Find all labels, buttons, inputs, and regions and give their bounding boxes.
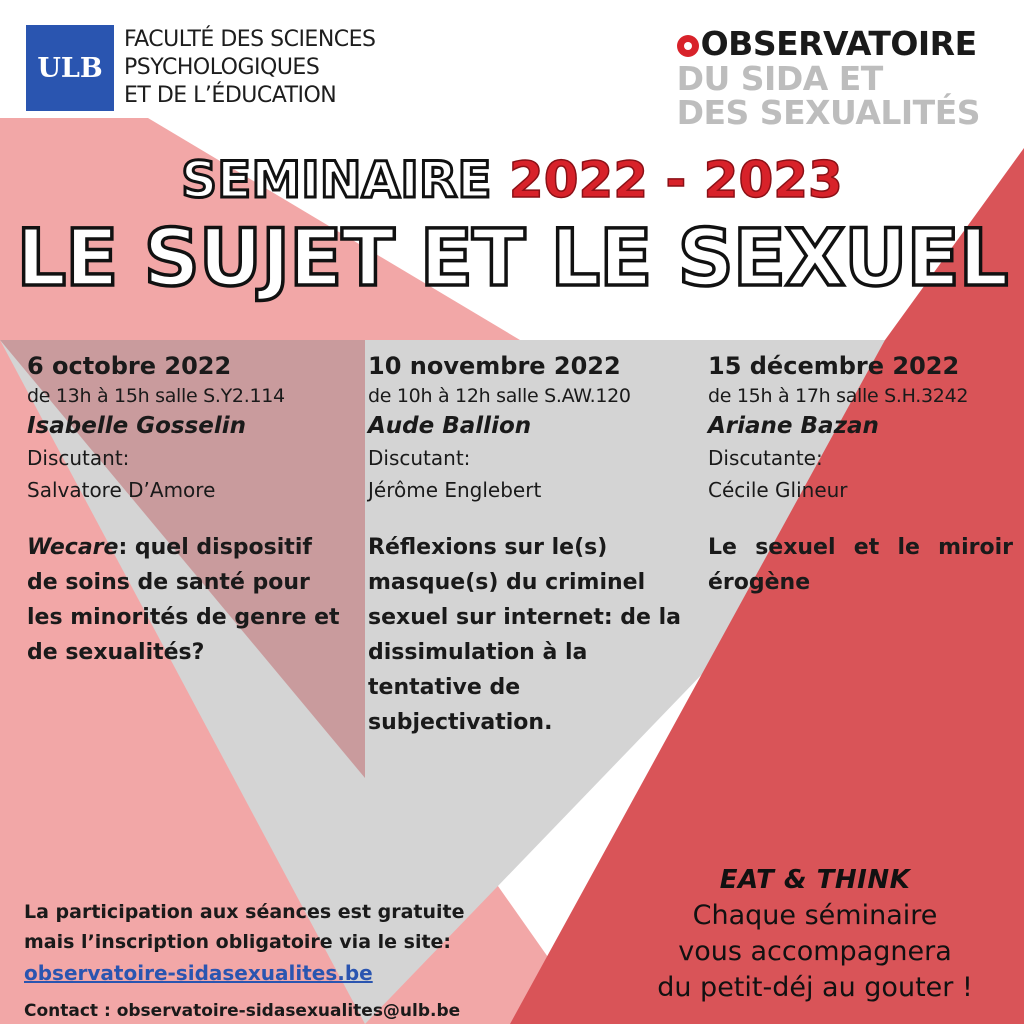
session-date: 15 décembre 2022: [708, 352, 960, 380]
eat-think-line: Chaque séminaire: [692, 900, 938, 931]
session-speaker: Isabelle Gosselin: [27, 413, 247, 439]
session-topic-italic: Wecare: [27, 535, 119, 560]
session-topic-text: : quel dispositif de soins de santé pour les minorités de genre et de sexualités?: [27, 535, 340, 665]
seminar-label: SEMINAIRE: [181, 151, 492, 209]
registration-line: La participation aux séances est gratuite: [24, 901, 465, 923]
session-speaker: Ariane Bazan: [708, 413, 879, 439]
eat-think-line: vous accompagnera: [678, 936, 952, 967]
registration-info: [24, 897, 465, 1024]
registration-line: mais l’inscription obligatoire via le site:: [24, 931, 452, 953]
session-speaker: Aude Ballion: [368, 413, 532, 439]
observatoire-line: DES SEXUALITÉS: [676, 93, 980, 132]
discussant-name: Cécile Glineur: [708, 478, 848, 502]
session-time-room: de 15h à 17h salle S.H.3242: [708, 385, 969, 407]
registration-link[interactable]: observatoire-sidasexualites.be: [24, 961, 373, 985]
session-topic: [708, 530, 1013, 600]
discussant-label: Discutant:: [368, 446, 471, 470]
discussant-label: Discutant:: [27, 446, 130, 470]
session-date: 6 octobre 2022: [27, 352, 232, 380]
session-date: 10 novembre 2022: [368, 352, 621, 380]
session-time-room: de 13h à 15h salle S.Y2.114: [27, 385, 285, 407]
session-card: [708, 350, 1013, 600]
seminar-heading: [0, 150, 1024, 210]
session-topic: [368, 530, 688, 740]
observatoire-title: OBSERVATOIRE: [700, 24, 977, 63]
eat-think-box: [600, 862, 1024, 1006]
session-card: [368, 350, 688, 740]
session-card: [27, 350, 347, 670]
session-time-room: de 10h à 12h salle S.AW.120: [368, 385, 631, 407]
ulb-logo: ULB: [26, 25, 114, 111]
session-topic: [27, 530, 347, 670]
faculty-line: PSYCHOLOGIQUES: [124, 55, 320, 80]
session-topic-text: Réflexions sur le(s) masque(s) du criminel sexuel sur internet: de la dissimulation à la tentative de subjectivation.: [368, 535, 682, 735]
discussant-name: Salvatore D’Amore: [27, 478, 216, 502]
observatoire-line: DU SIDA ET: [676, 59, 883, 98]
discussant-name: Jérôme Englebert: [368, 478, 542, 502]
eat-think-line: du petit-déj au gouter !: [657, 972, 973, 1003]
seminar-years: 2022 - 2023: [508, 151, 843, 209]
observatoire-logo: [677, 26, 980, 130]
faculty-name: [124, 26, 376, 110]
session-topic-text: Le sexuel et le miroir érogène: [708, 535, 1013, 595]
observatoire-title-row: [677, 26, 980, 62]
contact-email: Contact : observatoire-sidasexualites@ulb.be: [24, 1001, 461, 1021]
eat-think-title: EAT & THINK: [719, 865, 911, 895]
target-icon: [677, 35, 699, 57]
seminar-theme: LE SUJET ET LE SEXUEL: [16, 214, 1008, 304]
faculty-line: ET DE L’ÉDUCATION: [124, 83, 337, 108]
faculty-line: FACULTÉ DES SCIENCES: [124, 27, 376, 52]
discussant-label: Discutante:: [708, 446, 823, 470]
